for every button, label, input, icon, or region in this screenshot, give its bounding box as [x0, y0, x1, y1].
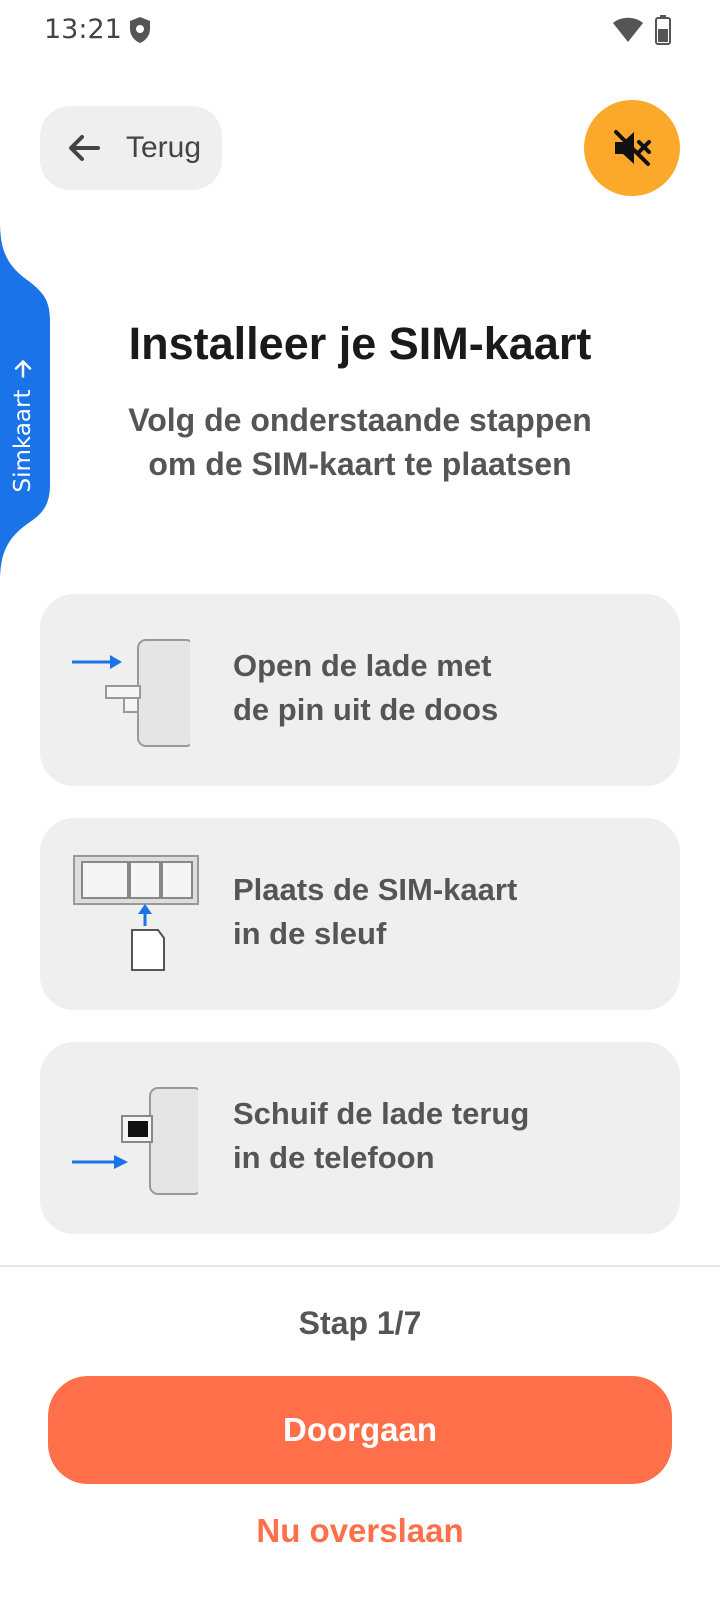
- skip-link[interactable]: Nu overslaan: [256, 1512, 464, 1549]
- tray-eject-illustration: [70, 638, 210, 748]
- footer-divider: [0, 1265, 720, 1267]
- wifi-icon: [612, 17, 644, 43]
- continue-button[interactable]: Doorgaan: [48, 1376, 672, 1484]
- step-text-1: Open de lade met de pin uit de doos: [233, 648, 499, 727]
- status-time: 13:21: [44, 14, 122, 45]
- tray-push-illustration: [70, 1086, 210, 1196]
- sim-insert-illustration: [70, 854, 210, 984]
- back-button-label: Terug: [126, 131, 202, 164]
- arrow-left-icon: [64, 128, 104, 168]
- step-card-3: [40, 1042, 680, 1234]
- volume-off-icon: [610, 126, 654, 170]
- page-title: Installeer je SIM-kaart: [128, 318, 592, 369]
- step-text-3: Schuif de lade terug in de telefoon: [233, 1096, 530, 1175]
- shield-icon: [129, 16, 151, 44]
- mute-button[interactable]: [584, 100, 680, 196]
- back-button[interactable]: [40, 106, 222, 190]
- side-tab-text: Simkaart: [10, 389, 36, 493]
- step-text-2: Plaats de SIM-kaart in de sleuf: [233, 872, 518, 951]
- battery-icon: [655, 15, 671, 45]
- step-indicator: Stap 1/7: [298, 1305, 422, 1341]
- side-tab-label: [10, 358, 36, 493]
- step-card-1: [40, 594, 680, 786]
- step-card-2: [40, 818, 680, 1010]
- page-subtitle: Volg de onderstaande stappen om de SIM-kaart te plaatsen: [128, 402, 592, 482]
- status-bar: [0, 0, 720, 62]
